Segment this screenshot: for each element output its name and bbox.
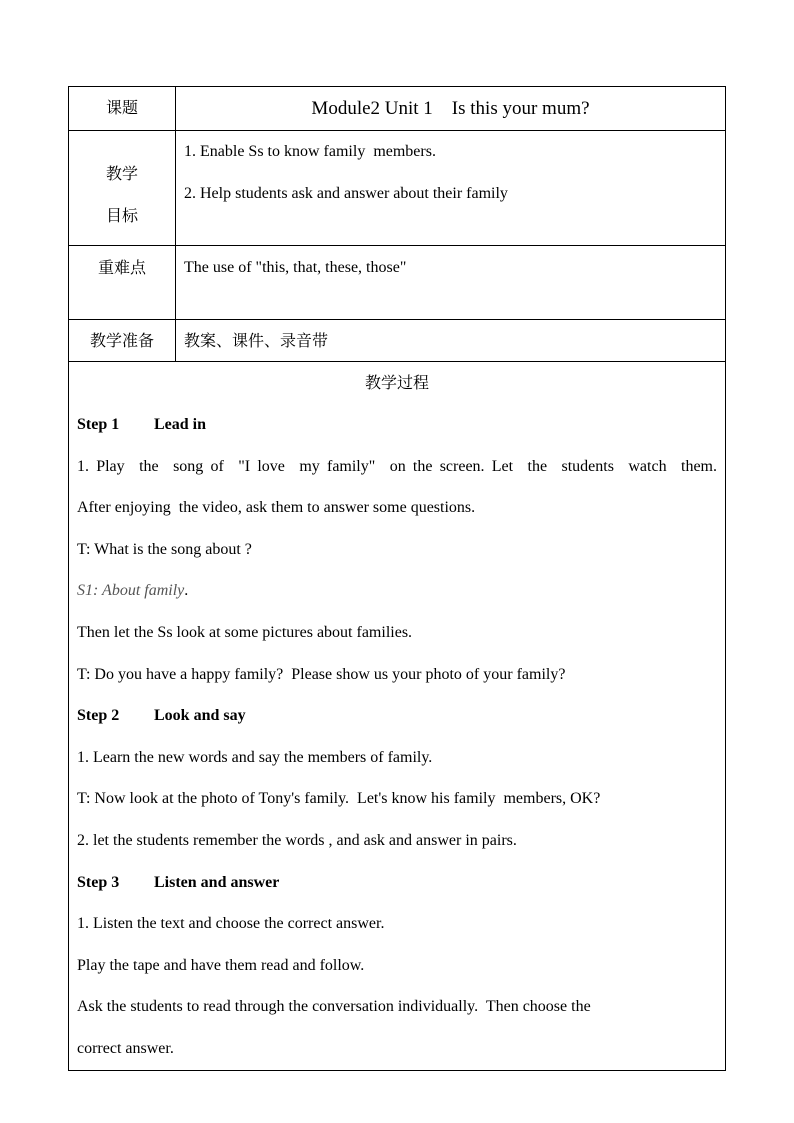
process-line: Play the tape and have them read and follow. [77, 956, 365, 974]
topic-label: 课题 [105, 98, 138, 117]
response-text: S1: About family [77, 582, 185, 600]
preparation-label: 教学准备 [89, 331, 154, 350]
process-line: T: What is the song about ? [77, 540, 252, 558]
key-points-value: The use of "this, that, these, those" [184, 259, 407, 276]
process-line: 1. Play the song of "I love my family" on the screen. Let the students watch them. [77, 457, 717, 475]
goals-label-line2: 目标 [105, 206, 138, 225]
key-points-label-cell [69, 246, 176, 320]
key-points-label: 重难点 [97, 258, 146, 277]
row-topic [69, 87, 726, 131]
process-line: T: Now look at the photo of Tony's family. Let's know his family members, OK? [77, 790, 601, 808]
step-number: Step 1 [77, 416, 120, 433]
response-tail: . [184, 582, 189, 600]
lesson-plan-table [68, 86, 726, 1071]
process-line: Then let the Ss look at some pictures about families. [77, 623, 413, 641]
goals-label-line1: 教学 [105, 164, 138, 183]
topic-value-cell [176, 87, 726, 131]
process-line: After enjoying the video, ask them to answer some questions. [77, 499, 476, 517]
process-line: 1. Listen the text and choose the correct answer. [77, 915, 385, 933]
preparation-value: 教案、课件、录音带 [184, 331, 329, 350]
process-title: 教学过程 [364, 373, 429, 392]
topic-value: Module2 Unit 1 Is this your mum? [311, 98, 590, 119]
row-process [69, 362, 726, 1071]
process-cell [69, 362, 726, 1071]
step-heading [77, 862, 717, 904]
step-number: Step 3 [77, 873, 120, 891]
goal-item: 1. Enable Ss to know family members. [184, 143, 436, 160]
row-goals [69, 131, 726, 246]
process-lines [77, 404, 717, 1070]
goals-value-cell [176, 131, 726, 246]
row-key-points [69, 246, 726, 320]
process-line: T: Do you have a happy family? Please show us your photo of your family? [77, 665, 566, 683]
preparation-label-cell [69, 320, 176, 362]
goal-item: 2. Help students ask and answer about their family [184, 185, 508, 202]
step-heading [77, 695, 717, 737]
process-line: correct answer. [77, 1039, 174, 1057]
process-line: 2. let the students remember the words , and ask and answer in pairs. [77, 831, 517, 849]
step-heading [77, 404, 717, 446]
goals-label-cell [69, 131, 176, 246]
process-line: Ask the students to read through the conversation individually. Then choose the [77, 998, 591, 1016]
step-number: Step 2 [77, 707, 120, 725]
key-points-value-cell [176, 246, 726, 320]
student-response [77, 570, 717, 612]
preparation-value-cell [176, 320, 726, 362]
topic-label-cell [69, 87, 176, 131]
step-title: Listen and answer [154, 873, 280, 891]
process-line: 1. Learn the new words and say the members of family. [77, 748, 433, 766]
step-title: Look and say [154, 707, 246, 725]
row-preparation [69, 320, 726, 362]
step-title: Lead in [154, 416, 207, 433]
